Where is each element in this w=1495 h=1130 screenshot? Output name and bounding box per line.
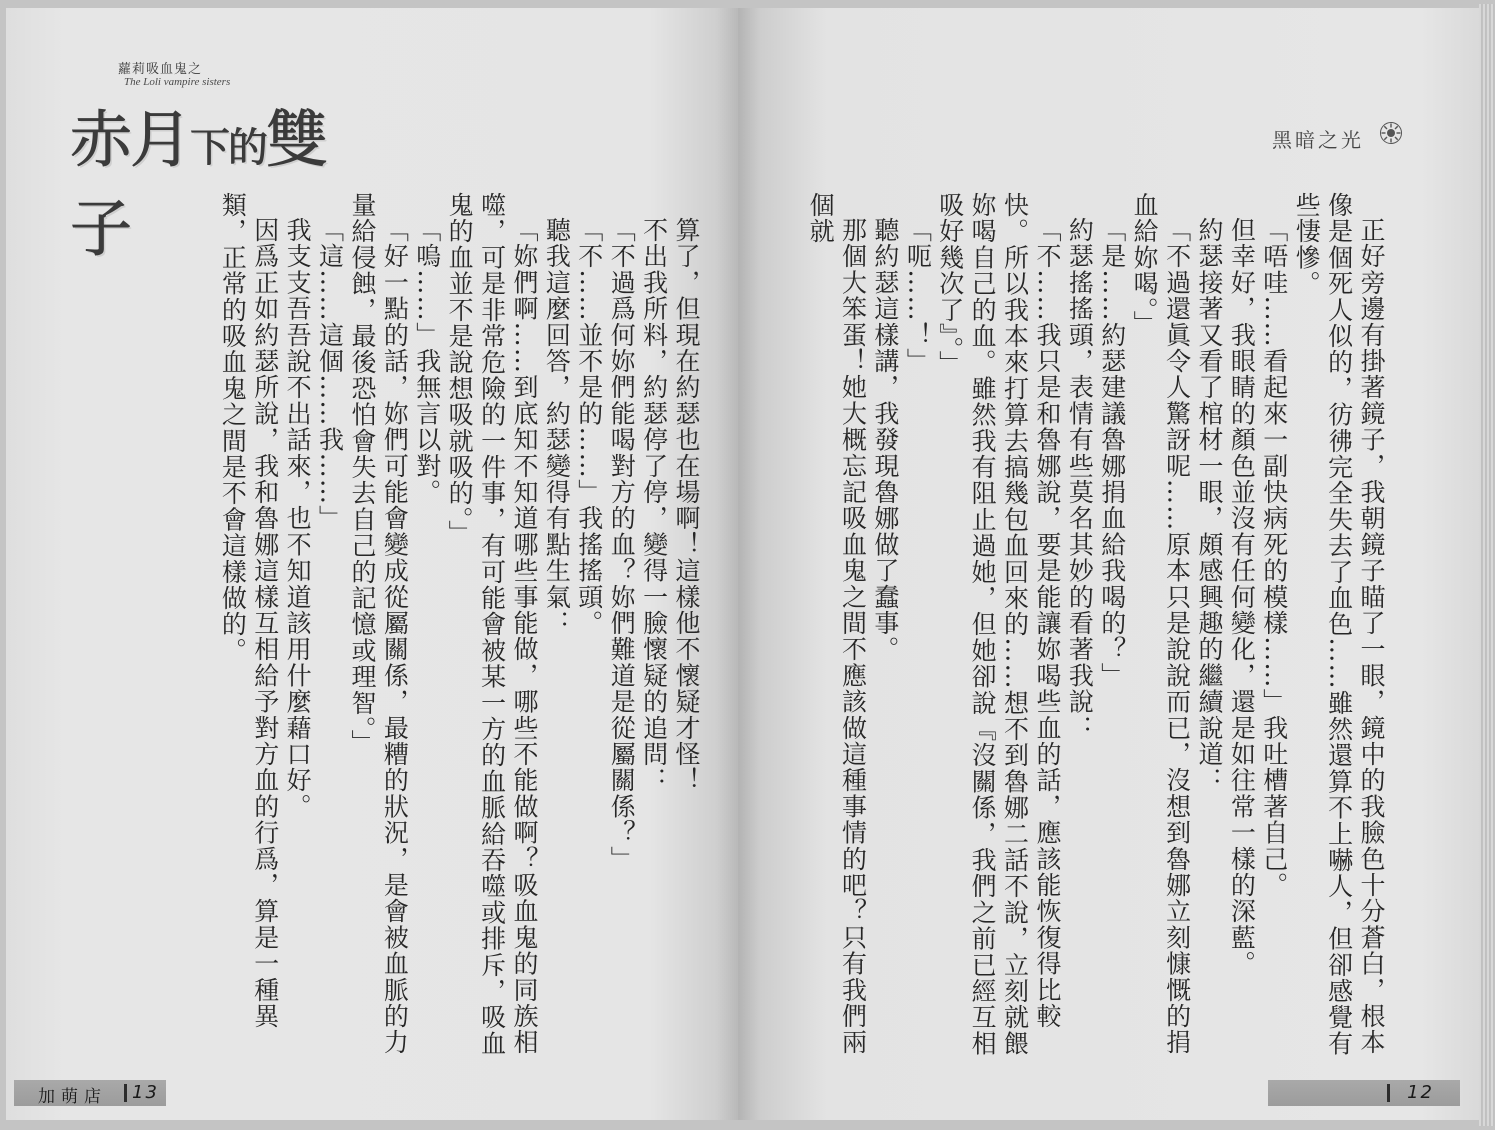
paragraph: 「妳們啊……到底知不知道哪些事能做，哪些不能做啊？吸血鬼的同族相噬，可是非常危險的一件事，有可能會被某一方的血脈給吞噬或排斥，吸血鬼的血並不是說想吸就吸的。」 (445, 192, 539, 1057)
footer-label: 加萌店 (38, 1087, 107, 1107)
left-page (6, 8, 738, 1120)
paragraph: 約瑟接著又看了棺材一眼，頗感興趣的繼續說道： (1194, 217, 1224, 794)
paragraph: 「不……我只是和魯娜說，要是能讓妳喝些血的話，應該能恢復得比較快。所以我本來打算去搞幾包血回來的……想不到魯娜二話不說，立刻就餵妳喝自己的血。雖然我有阻止過她，但她卻說『沒關係，我們之前已經互相吸好幾次了』。」 (935, 192, 1062, 1057)
book-logo (70, 52, 350, 265)
paragraph: 「嗚……」我無言以對。 (412, 217, 442, 506)
book-title-part: 雙子 (70, 103, 327, 265)
paragraph: 聽約瑟這樣講，我發現魯娜做了蠢事。 (870, 217, 900, 663)
paragraph: 正好旁邊有掛著鏡子，我朝鏡子瞄了一眼，鏡中的我臉色十分蒼白，根本像是個死人似的，彷彿完全失去了血色……雖然還算不上嚇人，但卻感覺有些悽慘。 (1292, 192, 1386, 1057)
paragraph: 「是……約瑟建議魯娜捐血給我喝的？」 (1097, 217, 1127, 689)
paragraph: 「不……並不是的……」我搖搖頭。 (574, 217, 604, 637)
footer-divider (124, 1084, 127, 1102)
paragraph: 那個大笨蛋！她大概忘記吸血鬼之間不應該做這種事情的吧？只有我們兩個就 (806, 192, 868, 1056)
paragraph: 但幸好，我眼睛的顏色並沒有任何變化，還是如往常一樣的深藍。 (1227, 217, 1257, 977)
right-page-footer (1268, 1080, 1460, 1106)
left-page-text (104, 192, 702, 1072)
series-title: 蘿莉吸血鬼之 (118, 62, 203, 77)
book-title-part: 下 (190, 125, 229, 171)
paragraph: 算了，但現在約瑟也在場啊！這樣他不懷疑才怪！ (672, 217, 701, 794)
paragraph: 聽我這麼回答，約瑟變得有點生氣： (542, 217, 572, 637)
book-title-part: 的 (228, 125, 267, 171)
sun-flower-icon (1379, 121, 1403, 145)
right-page (738, 8, 1480, 1120)
paragraph: 不出我所料，約瑟停了停，變得一臉懷疑的追問： (639, 217, 669, 794)
paragraph: 約瑟搖搖頭，表情有些莫名其妙的看著我說： (1065, 217, 1095, 741)
page-number: 12 (1407, 1082, 1434, 1103)
paragraph: 我支支吾吾說不出話來，也不知道該用什麼藉口好。 (283, 217, 313, 820)
paragraph: 「不過爲何妳們能喝對方的血？妳們難道是從屬關係？」 (607, 217, 637, 872)
series-title-en: The Loli vampire sisters (124, 76, 231, 88)
paragraph: 「不過還眞令人驚訝呢……原本只是說說而已，沒想到魯娜立刻慷慨的捐血給妳喝。」 (1130, 192, 1192, 1056)
paragraph: 「好一點的話，妳們可能會變成從屬關係，最糟的狀況，是會被血脈的力量給侵蝕，最後恐怕會失去自己的記憶或理智。」 (347, 192, 410, 1056)
book-title-part: 赤月 (70, 103, 191, 176)
paragraph: 「呃……！」 (903, 217, 933, 375)
paragraph: 因爲正如約瑟所說，我和魯娜這樣互相給予對方血的行爲，算是一種異類，正常的吸血鬼之間是不會這樣做的。 (218, 192, 280, 1030)
chapter-title: 黑暗之光 (1272, 128, 1364, 152)
footer-divider (1387, 1084, 1390, 1102)
right-page-text (806, 192, 1387, 1072)
page-edges (1479, 4, 1495, 1126)
page-number: 13 (132, 1082, 159, 1103)
paragraph: 「這……這個……我……」 (315, 217, 345, 532)
paragraph: 「唔哇……看起來一副快病死的模樣……」我吐槽著自己。 (1259, 217, 1289, 899)
left-page-footer (14, 1080, 166, 1106)
